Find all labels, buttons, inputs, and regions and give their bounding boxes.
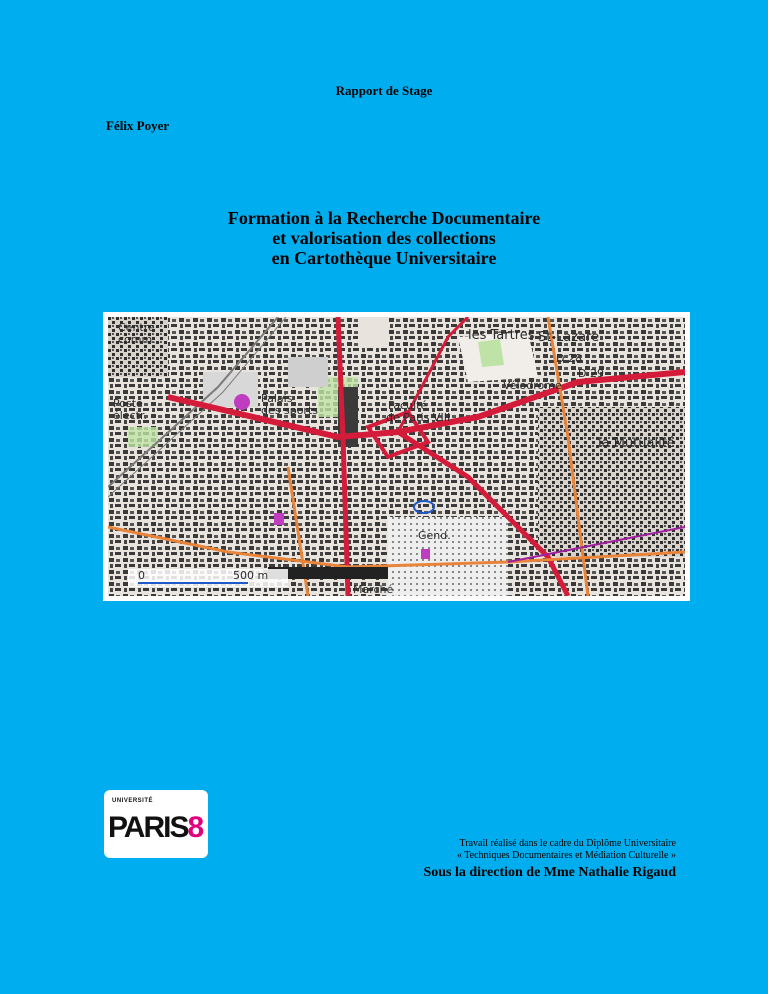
scale-start: 0 [138,569,145,582]
label-paris-viii: de Paris VIII [386,411,451,424]
label-poste: Poste [113,397,143,410]
topographic-map [103,312,690,601]
logo-text: PARIS [108,811,188,844]
footer-credits [423,838,676,881]
label-st-lazare: St-Lazare [538,330,600,345]
footer-line-2: « Techniques Documentaires et Médiation Culturelle » [456,850,676,861]
label-comm: comm. [118,333,156,346]
label-gend: Gend. [418,529,451,542]
label-velodrome: Vélodrome [503,379,562,392]
label-marche: Marché [353,583,394,596]
document-title [0,208,768,268]
poi-marker-icon [234,394,250,410]
title-line-3: en Cartothèque Universitaire [271,248,497,268]
logo-digit: 8 [187,811,203,844]
scale-end: 500 m [233,569,269,582]
map-image [108,317,685,596]
logo-wordmark [108,808,202,848]
label-electr: électr. [113,409,147,422]
poi-marker-icon [421,549,430,559]
label-les-tartres: les Tartres [468,328,535,343]
label-d28: D 28 [556,352,582,365]
footer-line-1: Travail réalisé dans le cadre du Diplôme Universitaire [459,838,676,849]
label-mutualite: la Mutualité [598,436,675,451]
label-d29: D 29 [578,367,604,380]
label-des-sports: des sports [261,404,318,417]
label-faculte: Faculté [388,399,428,412]
university-logo [104,790,208,858]
supervisor: Sous la direction de Mme Nathalie Rigaud [423,865,676,880]
logo-small-text: UNIVERSITÉ [112,798,154,804]
label-palais: Palais [261,392,293,405]
label-centre: Centre [118,321,155,334]
author-name: Félix Poyer [106,118,170,133]
title-line-2: et valorisation des collections [272,228,496,248]
poi-marker-icon [274,513,284,525]
report-type: Rapport de Stage [335,83,433,98]
title-line-1: Formation à la Recherche Documentaire [227,208,541,228]
